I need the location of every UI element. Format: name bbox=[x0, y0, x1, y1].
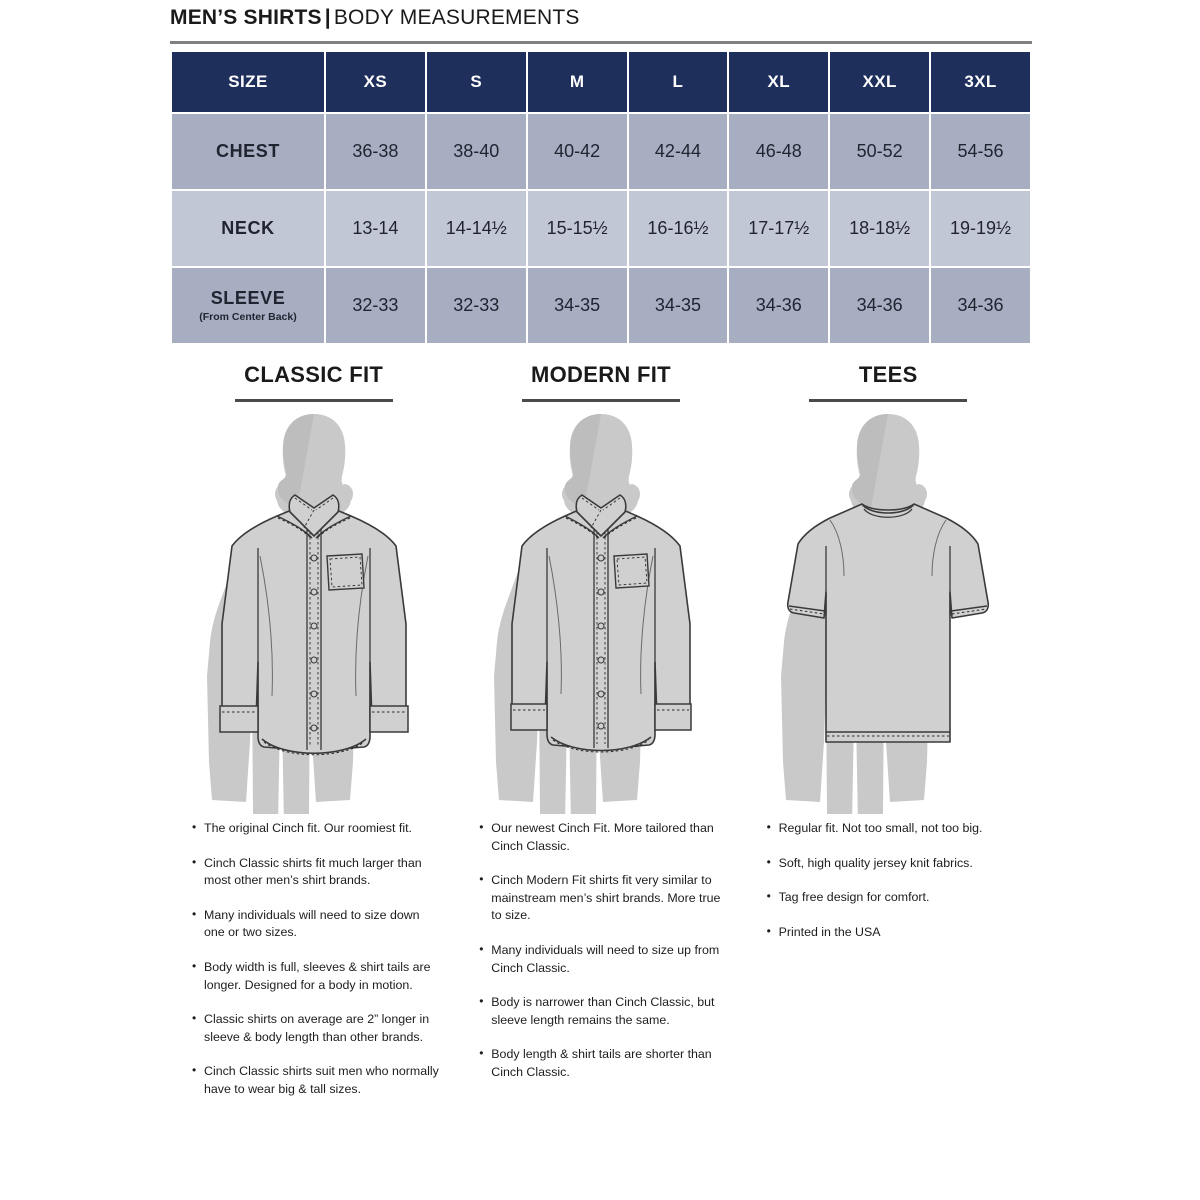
table-header-cell: S bbox=[426, 51, 527, 113]
fit-heading: CLASSIC FIT bbox=[244, 362, 384, 387]
modern-fit-illustration bbox=[457, 406, 744, 816]
classic-fit-bullets bbox=[170, 816, 457, 1099]
row-label bbox=[171, 267, 325, 344]
table-cell: 50-52 bbox=[829, 113, 930, 190]
table-cell: 34-36 bbox=[829, 267, 930, 344]
table-cell: 16-16½ bbox=[628, 190, 729, 267]
table-cell: 42-44 bbox=[628, 113, 729, 190]
list-item: • Classic shirts on average are 2” longer in sleeve & body length than other brands. bbox=[192, 1011, 439, 1046]
short-sleeve-tee-icon bbox=[768, 406, 1008, 814]
row-label bbox=[171, 113, 325, 190]
table-header-cell: XS bbox=[325, 51, 426, 113]
long-sleeve-shirt-slim-icon bbox=[481, 406, 721, 814]
table-cell: 17-17½ bbox=[728, 190, 829, 267]
modern-fit-bullets bbox=[457, 816, 744, 1082]
page-title bbox=[170, 6, 1030, 30]
table-cell: 34-36 bbox=[930, 267, 1031, 344]
row-label-text: CHEST bbox=[215, 141, 280, 161]
table-row bbox=[171, 113, 1031, 190]
table-cell: 38-40 bbox=[426, 113, 527, 190]
list-item: • Cinch Classic shirts fit much larger than most other men’s shirt brands. bbox=[192, 855, 439, 890]
fit-heading-rule bbox=[522, 399, 680, 402]
list-item: • Cinch Modern Fit shirts fit very similar to mainstream men’s shirt brands. More true to size. bbox=[479, 872, 726, 925]
fit-column-modern bbox=[457, 356, 744, 1196]
table-header-cell: XXL bbox=[829, 51, 930, 113]
table-row bbox=[171, 267, 1031, 344]
table-cell: 40-42 bbox=[527, 113, 628, 190]
table-header-cell: 3XL bbox=[930, 51, 1031, 113]
row-label-text: SLEEVE bbox=[210, 288, 286, 308]
table-cell: 34-36 bbox=[728, 267, 829, 344]
table-cell: 34-35 bbox=[628, 267, 729, 344]
list-item: • Our newest Cinch Fit. More tailored than Cinch Classic. bbox=[479, 820, 726, 855]
fit-heading-rule bbox=[809, 399, 967, 402]
body-measurements-table bbox=[170, 50, 1032, 345]
fit-heading: TEES bbox=[858, 362, 918, 387]
table-cell: 46-48 bbox=[728, 113, 829, 190]
table-header-cell: L bbox=[628, 51, 729, 113]
list-item: • Cinch Classic shirts suit men who normally have to wear big & tall sizes. bbox=[192, 1063, 439, 1098]
table-cell: 19-19½ bbox=[930, 190, 1031, 267]
table-row bbox=[171, 190, 1031, 267]
list-item: • Soft, high quality jersey knit fabrics. bbox=[767, 855, 1014, 873]
table-cell: 15-15½ bbox=[527, 190, 628, 267]
table-cell: 13-14 bbox=[325, 190, 426, 267]
list-item: • Regular fit. Not too small, not too big. bbox=[767, 820, 1014, 838]
table-header-row bbox=[171, 51, 1031, 113]
fit-column-tees bbox=[745, 356, 1032, 1196]
list-item: • Body length & shirt tails are shorter than Cinch Classic. bbox=[479, 1046, 726, 1081]
fit-heading: MODERN FIT bbox=[531, 362, 671, 387]
page-title-strong: MEN’S SHIRTS bbox=[170, 6, 322, 29]
table-header-cell: M bbox=[527, 51, 628, 113]
row-sublabel: (From Center Back) bbox=[199, 311, 297, 323]
classic-fit-illustration bbox=[170, 406, 457, 816]
list-item: • Many individuals will need to size up from Cinch Classic. bbox=[479, 942, 726, 977]
table-cell: 54-56 bbox=[930, 113, 1031, 190]
list-item: • The original Cinch fit. Our roomiest fit. bbox=[192, 820, 439, 838]
list-item: • Printed in the USA bbox=[767, 924, 1014, 942]
table-cell: 14-14½ bbox=[426, 190, 527, 267]
tees-illustration bbox=[745, 406, 1032, 816]
fit-column-classic bbox=[170, 356, 457, 1196]
table-cell: 18-18½ bbox=[829, 190, 930, 267]
table-cell: 32-33 bbox=[325, 267, 426, 344]
list-item: • Body width is full, sleeves & shirt tails are longer. Designed for a body in motion. bbox=[192, 959, 439, 994]
list-item: • Tag free design for comfort. bbox=[767, 889, 1014, 907]
table-header-cell: SIZE bbox=[171, 51, 325, 113]
row-label-text: NECK bbox=[221, 218, 275, 238]
row-label bbox=[171, 190, 325, 267]
table-header-cell: XL bbox=[728, 51, 829, 113]
list-item: • Many individuals will need to size down one or two sizes. bbox=[192, 907, 439, 942]
table-cell: 32-33 bbox=[426, 267, 527, 344]
tees-bullets bbox=[745, 816, 1032, 941]
table-cell: 36-38 bbox=[325, 113, 426, 190]
page-title-light: BODY MEASUREMENTS bbox=[333, 6, 580, 29]
fit-columns bbox=[170, 356, 1032, 1196]
long-sleeve-shirt-icon bbox=[194, 406, 434, 814]
fit-heading-rule bbox=[235, 399, 393, 402]
page-title-divider: | bbox=[324, 6, 331, 29]
list-item: • Body is narrower than Cinch Classic, but sleeve length remains the same. bbox=[479, 994, 726, 1029]
table-cell: 34-35 bbox=[527, 267, 628, 344]
title-divider-rule bbox=[170, 41, 1032, 44]
